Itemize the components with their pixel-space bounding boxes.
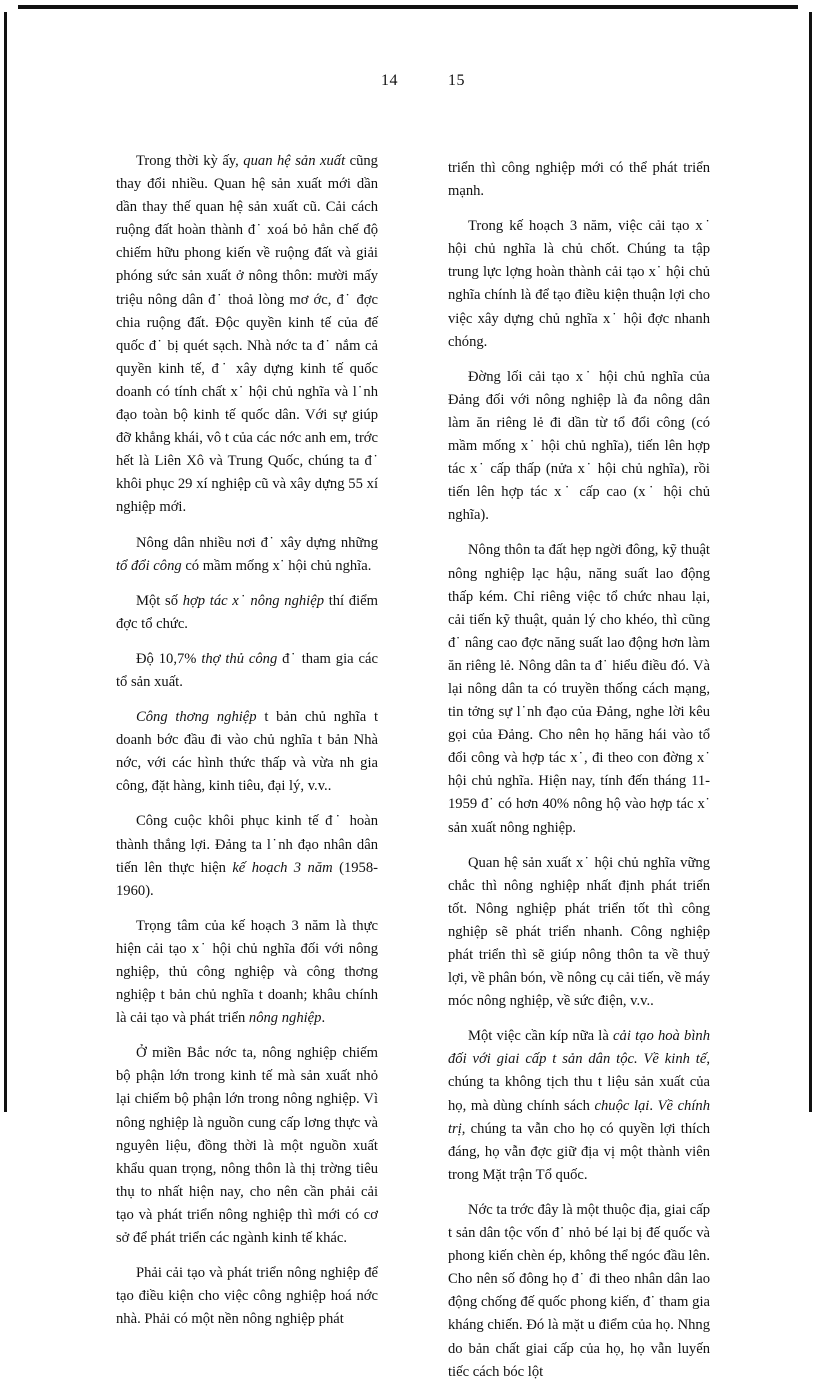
paragraph: Nông thôn ta đất hẹp ngời đông, kỹ thuật nông nghiệp lạc hậu, năng suất lao động thấp kém. Chỉ riêng việc tổ chức nhau lại, cải tiến kỹ thuật, quản lý cho khéo, thì cũng đ˙ nâng cao đợc năng suất lao động hơn làm ăn riêng lẻ. Nông dân ta đ˙ hiểu điều đó. Và lại nông dân ta có truyền thống cách mạng, tin tởng sự l˙nh đạo của Đảng, nghe lời kêu gọi của Đảng. Cho nên họ hăng hái vào tổ đổi công và hợp tác x˙, đi theo con đờng x˙ hội chủ nghĩa. Hiện nay, tính đến tháng 11-1959 đ˙ có hơn 40% nông hộ vào hợp tác x˙ sản xuất nông nghiệp. xyxy=(448,542,710,836)
left-column xyxy=(116,150,378,1343)
paragraph: Nông dân nhiều nơi đ˙ xây dựng những tổ đổi công có mầm mống x˙ hội chủ nghĩa. xyxy=(116,534,378,574)
paragraph: Độ 10,7% thợ thủ công đ˙ tham gia các tổ sản xuất. xyxy=(116,650,378,690)
paragraph: Trọng tâm của kế hoạch 3 năm là thực hiện cải tạo x˙ hội chủ nghĩa đối với nông nghiệp, thủ công nghiệp và công thơng nghiệp t bản chủ nghĩa t doanh; khâu chính là cải tạo và phát triển nông nghiệp. xyxy=(116,917,378,1027)
paragraph: Nớc ta trớc đây là một thuộc địa, giai cấp t sản dân tộc vốn đ˙ nhỏ bé lại bị đế quốc và phong kiến chèn ép, không thể ngóc đầu lên. Cho nên số đông họ đ˙ đi theo nhân dân lao động chống đế quốc phong kiến, đ˙ tham gia kháng chiến. Đó là mặt u điểm của họ. Nhng do bản chất giai cấp của họ, họ vẫn luyến tiếc cách bóc lột xyxy=(448,1201,710,1380)
paragraph: Một số hợp tác x˙ nông nghiệp thí điểm đợc tổ chức. xyxy=(116,592,378,632)
paragraph: Quan hệ sản xuất x˙ hội chủ nghĩa vững chắc thì nông nghiệp nhất định phát triển tốt. Nông nghiệp phát triển tốt thì công nghiệp sẽ phát triển nhanh. Công nghiệp phát triển thì sẽ giúp nông thôn ta về thuỷ lợi, về phân bón, về nông cụ cải tiến, về máy móc nông nghiệp, về sức điện, v.v.. xyxy=(448,854,710,1010)
scan-border-left xyxy=(4,12,7,1112)
paragraph: Một việc cần kíp nữa là cải tạo hoà bình đối với giai cấp t sản dân tộc. Về kinh tế, chúng ta không tịch thu t liệu sản xuất của họ, mà dùng chính sách chuộc lại. Về chính trị, chúng ta vẫn cho họ có quyền lợi thích đáng, họ vẫn đợc giữ địa vị một thành viên trong Mặt trận Tổ quốc. xyxy=(448,1028,711,1183)
paragraph-continued: triển thì công nghiệp mới có thể phát triển mạnh. xyxy=(448,160,710,200)
scan-border-right xyxy=(809,12,812,1112)
paragraph: Trong kế hoạch 3 năm, việc cải tạo x˙ hội chủ nghĩa là chủ chốt. Chúng ta tập trung lực lợng hoàn thành cải tạo x˙ hội chủ nghĩa chính là để tạo điều kiện thuận lợi cho việc xây dựng chủ nghĩa x˙ hội đợc nhanh chóng. xyxy=(448,218,710,350)
page-number-right: 15 xyxy=(448,72,465,89)
paragraph: Công thơng nghiệp t bản chủ nghĩa t doanh bớc đầu đi vào chủ nghĩa t bản Nhà nớc, với các hình thức thấp và vừa nh gia công, đặt hàng, kinh tiêu, đại lý, v.v.. xyxy=(116,709,378,795)
scan-border-top xyxy=(18,5,798,9)
paragraph: Ở miền Bắc nớc ta, nông nghiệp chiếm bộ phận lớn trong kinh tế mà sản xuất nhỏ lại chiếm bộ phận lớn trong nông nghiệp. Vì nông nghiệp là nguồn cung cấp lơng thực và nguyên liệu, đồng thời là một nguồn xuất khẩu quan trọng, nông thôn là thị trờng tiêu thụ to nhất hiện nay, cho nên cần phải cải tạo và phát triển nông nghiệp thì mới có cơ sở để phát triển các ngành kinh tế khác. xyxy=(116,1045,378,1247)
paragraph: Phải cải tạo và phát triển nông nghiệp để tạo điều kiện cho việc công nghiệp hoá nớc nhà. Phải có một nền nông nghiệp phát xyxy=(116,1265,378,1328)
paragraph: Đờng lối cải tạo x˙ hội chủ nghĩa của Đảng đối với nông nghiệp là đa nông dân làm ăn riêng lẻ đi dần từ tổ đổi công (có mầm mống x˙ hội chủ nghĩa), tiến lên hợp tác x˙ cấp thấp (nửa x˙ hội chủ nghĩa), rồi tiến lên hợp tác x˙ cấp cao (x˙ hội chủ nghĩa). xyxy=(448,368,710,524)
paragraph: Trong thời kỳ ấy, quan hệ sản xuất cũng thay đổi nhiều. Quan hệ sản xuất mới dần dần thay thế quan hệ sản xuất cũ. Cải cách ruộng đất hoàn thành đ˙ xoá bỏ hẳn chế độ chiếm hữu phong kiến về ruộng đất và giải phóng sức sản xuất ở nông thôn: mười mấy triệu nông dân đ˙ thoả lòng mơ ớc, đ˙ đợc chia ruộng đất. Độc quyền kinh tế của đế quốc đ˙ bị quét sạch. Nhà nớc ta đ˙ nắm cả quyền kinh tế, đ˙ xây dựng kinh tế quốc doanh có tính chất x˙ hội chủ nghĩa và l˙nh đạo toàn bộ kinh tế quốc dân. Với sự giúp đỡ khẳng khái, vô t của các nớc anh em, trớc hết là Liên Xô và Trung Quốc, chúng ta đ˙ khôi phục 29 xí nghiệp cũ và xây dựng 55 xí nghiệp mới. xyxy=(116,153,378,516)
page-number-left: 14 xyxy=(381,72,398,89)
right-column xyxy=(448,157,710,1396)
paragraph: Công cuộc khôi phục kinh tế đ˙ hoàn thành thắng lợi. Đảng ta l˙nh đạo nhân dân tiến lên thực hiện kế hoạch 3 năm (1958-1960). xyxy=(116,813,379,899)
